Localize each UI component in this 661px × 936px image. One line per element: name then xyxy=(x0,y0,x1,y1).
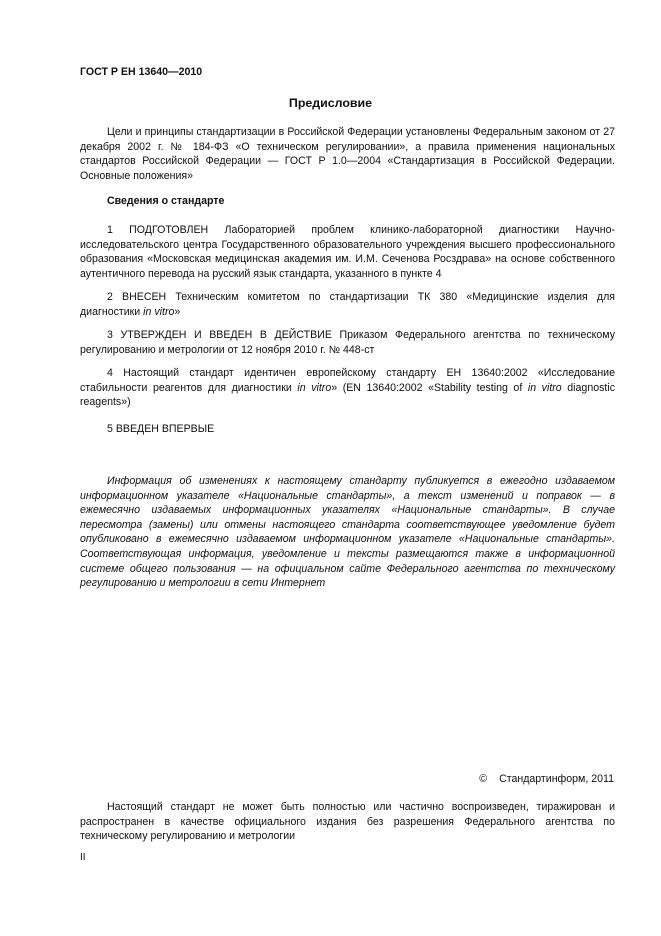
item-4-latin-term-2: in vitro xyxy=(527,381,562,394)
copyright-line xyxy=(479,772,614,787)
item-4-paragraph xyxy=(80,366,615,410)
section-heading: Сведения о стандарте xyxy=(107,195,225,207)
item-4-text-mid: » (EN 13640:2002 «Stability testing of xyxy=(331,381,528,394)
item-2-text: 2 ВНЕСЕН Техническим комитетом по стандартизации ТК 380 «Медицинские изделия для диагностики xyxy=(80,291,615,318)
item-2-latin-term: in vitro xyxy=(143,305,175,318)
intro-paragraph: Цели и принципы стандартизации в Российской Федерации установлены Федеральным законом от 27 декабря 2002 г. № 184-ФЗ «О техническом регулировании», а правила применения национальных стандартов Российской Федерации — ГОСТ Р 1.0—2004 «Стандартизация в Российской Федерации. Основные положения» xyxy=(80,126,615,182)
item-4-text-end: diagnostic reagents») xyxy=(80,381,615,409)
item-5-paragraph: 5 ВВЕДЕН ВПЕРВЫЕ xyxy=(107,423,215,435)
item-2-paragraph xyxy=(80,290,615,319)
item-3-paragraph: 3 УТВЕРЖДЕН И ВВЕДЕН В ДЕЙСТВИЕ Приказом Федерального агентства по техническому регулированию и метрологии от 12 ноября 2010 г. № 448-ст xyxy=(80,329,615,356)
reproduction-notice: Настоящий стандарт не может быть полностью или частично воспроизведен, тиражирован и распространен в качестве официального издания без разрешения Федерального агентства по техническому регулированию и метрологии xyxy=(80,801,615,843)
document-code: ГОСТ Р ЕН 13640—2010 xyxy=(80,66,203,78)
item-4-latin-term: in vitro xyxy=(297,381,332,394)
item-1-paragraph: 1 ПОДГОТОВЛЕН Лабораторией проблем клинико-лабораторной диагностики Научно-исследовательского центра Государственного образовательного учреждения высшего профессионального образования «Московская медицинская академия им. И.М. Сеченова Росздрава» на основе собственного аутентичного перевода на русский язык стандарта, указанного в пункте 4 xyxy=(80,224,615,280)
item-2-text-end: » xyxy=(174,305,181,318)
copyright-text: Стандартинформ, 2011 xyxy=(499,773,614,785)
page-number: II xyxy=(80,852,86,863)
item-4-text: 4 Настоящий стандарт идентичен европейскому стандарту ЕН 13640:2002 «Исследование стабильности реагентов для диагностики xyxy=(80,367,615,394)
change-notice-paragraph: Информация об изменениях к настоящему стандарту публикуется в ежегодно издаваемом информационном указателе «Национальные стандарты», а текст изменений и поправок — в ежемесячно издаваемых информационных указателях «Национальные стандарты». В случае пересмотра (замены) или отмены настоящего стандарта соответствующее уведомление будет опубликовано в ежемесячно издаваемом информационном указателе «Национальные стандарты». Соответствующая информация, уведомление и тексты размещаются также в информационной системе общего пользования — на официальном сайте Федерального агентства по техническому регулированию и метрологии в сети Интернет xyxy=(80,475,615,590)
page-title: Предисловие xyxy=(288,96,373,110)
copyright-symbol: © xyxy=(479,773,488,785)
